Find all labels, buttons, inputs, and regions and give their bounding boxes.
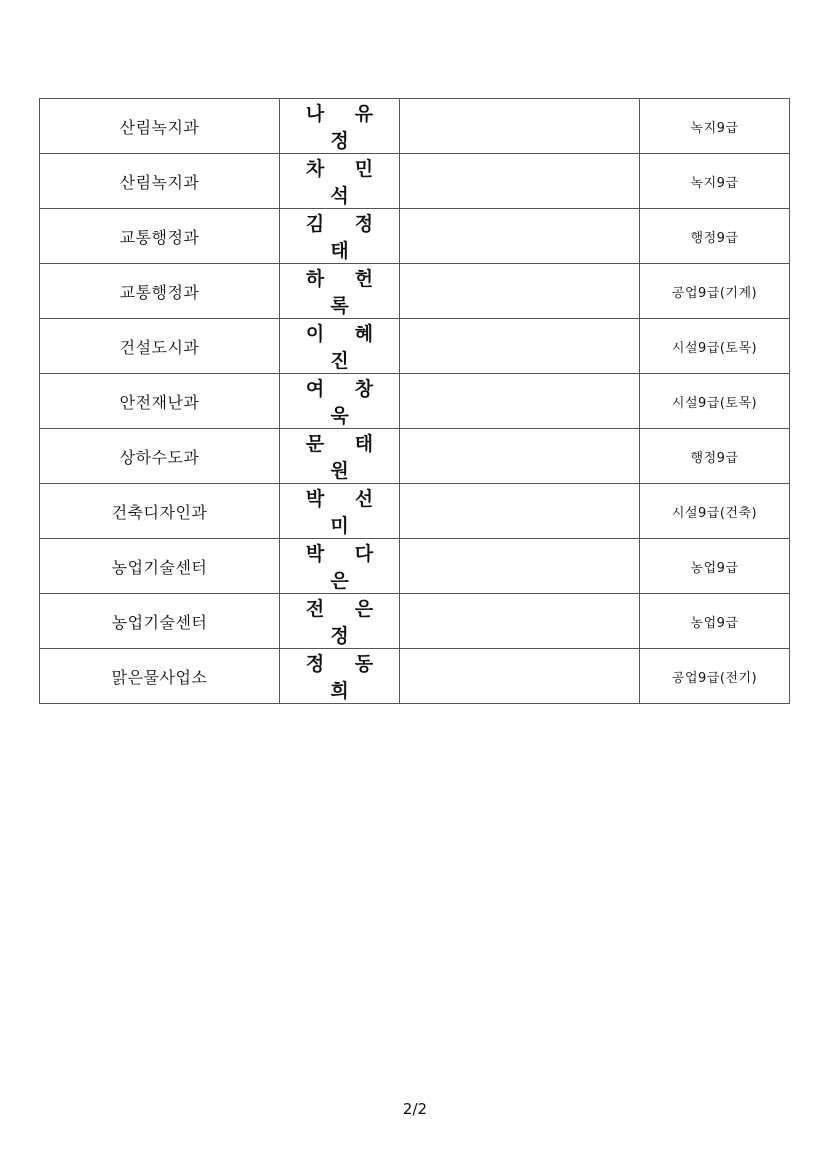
name-cell: 차 민 석 <box>280 154 400 209</box>
note-cell <box>400 649 640 704</box>
name-cell: 박 다 은 <box>280 539 400 594</box>
department-cell: 농업기술센터 <box>40 594 280 649</box>
table-row <box>40 374 790 429</box>
note-cell <box>400 374 640 429</box>
department-cell: 안전재난과 <box>40 374 280 429</box>
grade-cell: 녹지9급 <box>640 99 790 154</box>
name-cell: 이 혜 진 <box>280 319 400 374</box>
table-row <box>40 594 790 649</box>
table-row <box>40 319 790 374</box>
table-row <box>40 99 790 154</box>
note-cell <box>400 319 640 374</box>
name-cell: 여 창 욱 <box>280 374 400 429</box>
note-cell <box>400 484 640 539</box>
table-row <box>40 209 790 264</box>
table-row <box>40 264 790 319</box>
note-cell <box>400 154 640 209</box>
table-row <box>40 484 790 539</box>
page-number: 2/2 <box>402 1100 428 1118</box>
table-row <box>40 539 790 594</box>
personnel-table-body <box>40 99 790 704</box>
department-cell: 건설도시과 <box>40 319 280 374</box>
table-row <box>40 649 790 704</box>
grade-cell: 공업9급(전기) <box>640 649 790 704</box>
personnel-table <box>39 98 790 704</box>
name-cell: 박 선 미 <box>280 484 400 539</box>
name-cell: 김 정 태 <box>280 209 400 264</box>
department-cell: 건축디자인과 <box>40 484 280 539</box>
department-cell: 맑은물사업소 <box>40 649 280 704</box>
table-row <box>40 429 790 484</box>
name-cell: 전 은 정 <box>280 594 400 649</box>
note-cell <box>400 539 640 594</box>
grade-cell: 공업9급(기계) <box>640 264 790 319</box>
department-cell: 교통행정과 <box>40 209 280 264</box>
department-cell: 농업기술센터 <box>40 539 280 594</box>
grade-cell: 농업9급 <box>640 594 790 649</box>
grade-cell: 행정9급 <box>640 209 790 264</box>
table-row <box>40 154 790 209</box>
note-cell <box>400 99 640 154</box>
grade-cell: 시설9급(토목) <box>640 374 790 429</box>
department-cell: 교통행정과 <box>40 264 280 319</box>
department-cell: 산림녹지과 <box>40 99 280 154</box>
department-cell: 상하수도과 <box>40 429 280 484</box>
grade-cell: 시설9급(건축) <box>640 484 790 539</box>
grade-cell: 농업9급 <box>640 539 790 594</box>
note-cell <box>400 594 640 649</box>
note-cell <box>400 209 640 264</box>
grade-cell: 녹지9급 <box>640 154 790 209</box>
note-cell <box>400 429 640 484</box>
grade-cell: 시설9급(토목) <box>640 319 790 374</box>
name-cell: 하 헌 록 <box>280 264 400 319</box>
grade-cell: 행정9급 <box>640 429 790 484</box>
name-cell: 정 동 희 <box>280 649 400 704</box>
note-cell <box>400 264 640 319</box>
name-cell: 문 태 원 <box>280 429 400 484</box>
department-cell: 산림녹지과 <box>40 154 280 209</box>
name-cell: 나 유 정 <box>280 99 400 154</box>
